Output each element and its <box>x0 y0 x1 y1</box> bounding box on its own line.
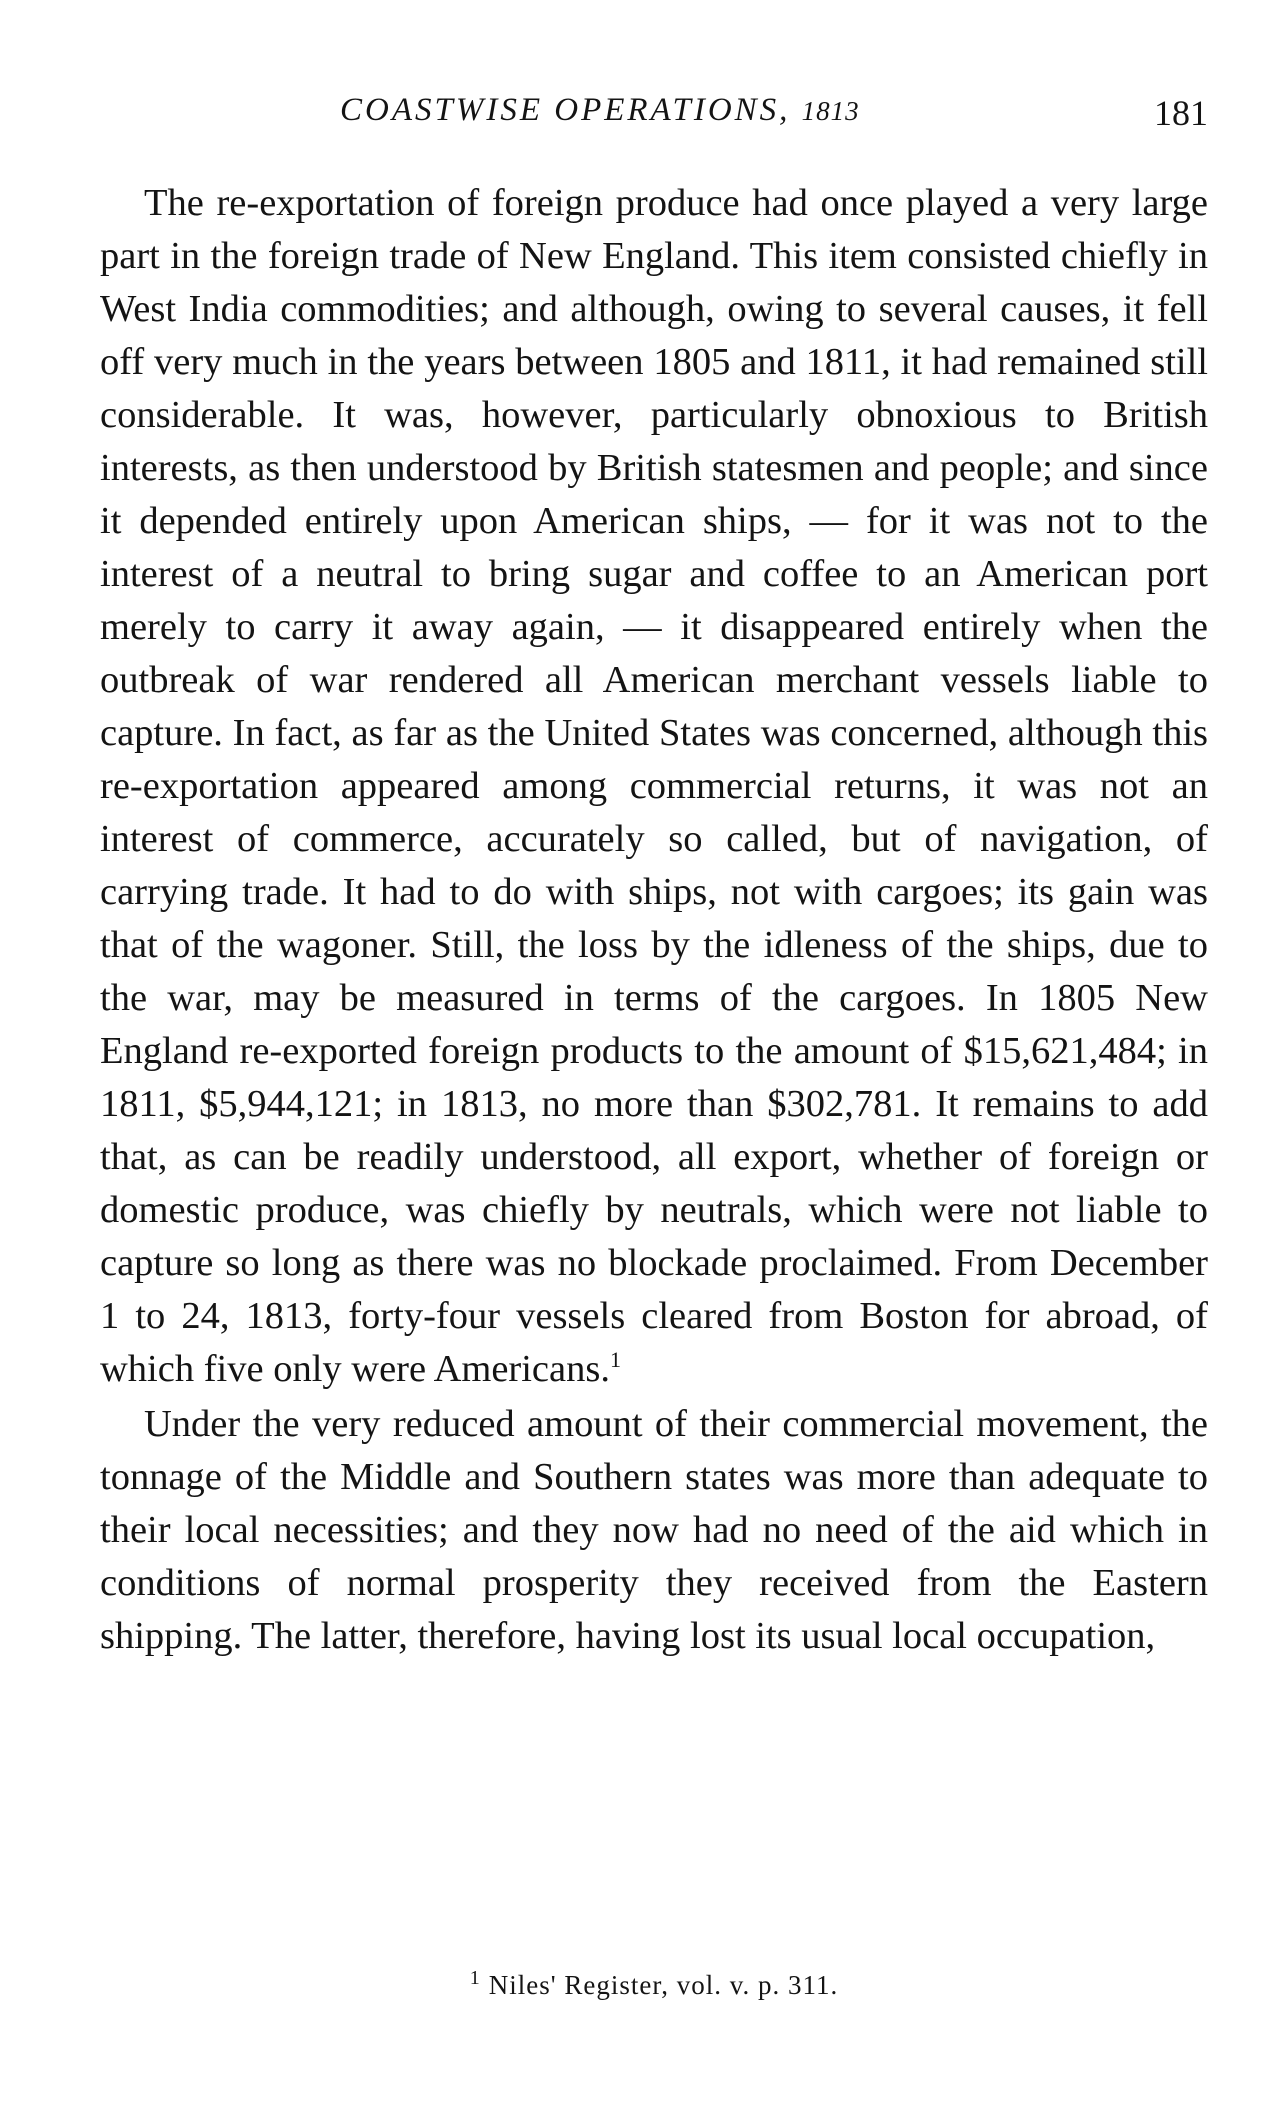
paragraph: Under the very reduced amount of their commercial movement, the tonnage of the Middle and Southern states was more than adequate to their local necessities; and they now had no need of the aid which in conditions of normal prosperity they received from the Eastern shipping. The latter, therefore, having lost its usual local occupation, <box>100 1403 1208 1657</box>
running-title <box>340 92 860 129</box>
page-number: 181 <box>1154 93 1208 133</box>
running-header <box>100 92 1208 142</box>
footnote-marker[interactable]: 1 <box>609 1347 621 1372</box>
paragraph <box>100 177 1208 1396</box>
paragraph-text: The re-exportation of foreign produce had once played a very large part in the foreign trade of New England. This item consisted chiefly in West India commodities; and although, owing to several causes, it fell off very much in the years between 1805 and 1811, it had remained still considerable. It was, however, particularly obnoxious to British interests, as then understood by British statesmen and people; and since it depended entirely upon American ships, — for it was not to the interest of a neutral to bring sugar and coffee to an American port merely to carry it away again, — it disappeared entirely when the outbreak of war rendered all American merchant vessels liable to capture. In fact, as far as the United States was concerned, although this re-exportation appeared among commercial returns, it was not an interest of commerce, accurately so called, but of navigation, of carrying trade. It had to do with ships, not with cargoes; its gain was that of the wagoner. Still, the loss by the idleness of the ships, due to the war, may be measured in terms of the cargoes. In 1805 New England re-exported foreign products to the amount of $15,621,484; in 1811, $5,944,121; in 1813, no more than $302,781. It remains to add that, as can be readily understood, all export, whether of foreign or domestic produce, was chiefly by neutrals, which were not liable to capture so long as there was no blockade proclaimed. From December 1 to 24, 1813, forty-four vessels cleared from Boston for abroad, of which five only were Americans. <box>100 182 1208 1390</box>
footnote-text: Niles' Register, vol. v. p. 311. <box>488 1970 839 2000</box>
footnote <box>100 1967 1208 2001</box>
footnote-number: 1 <box>469 1967 481 1989</box>
running-title-text: COASTWISE OPERATIONS, <box>340 92 791 128</box>
running-title-year: 1813 <box>801 96 860 126</box>
body-text <box>100 177 1208 1663</box>
